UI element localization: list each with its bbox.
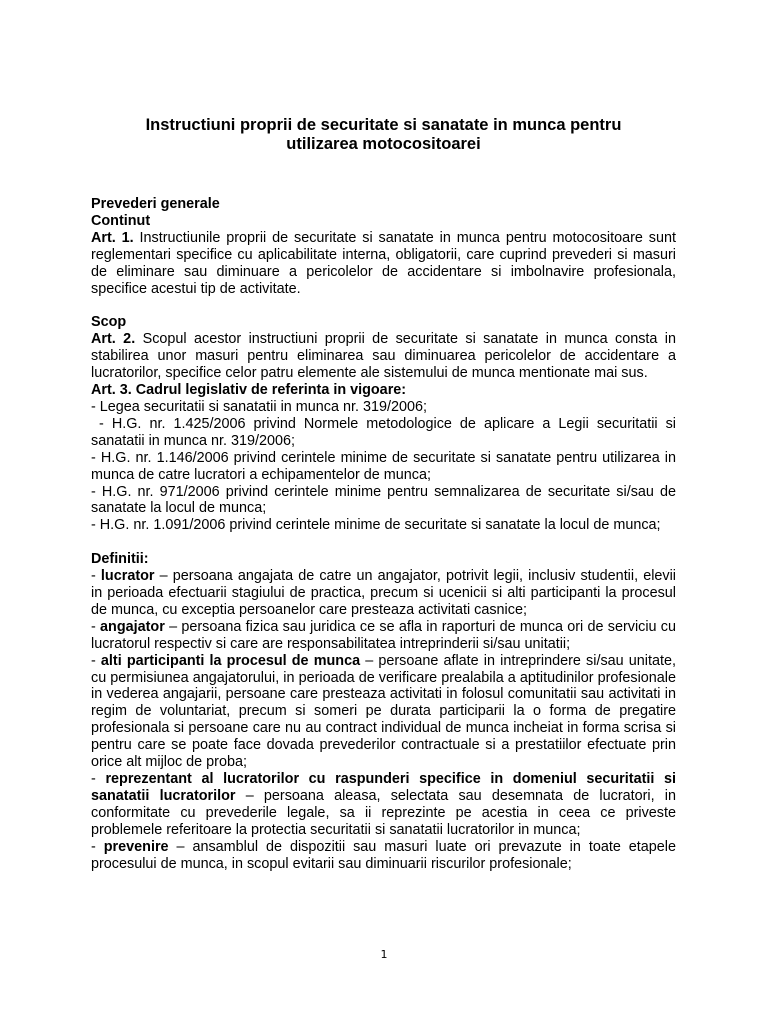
document-title — [91, 116, 676, 154]
definition-prefix: - — [91, 618, 101, 635]
art-2-text: Scopul acestor instructiuni proprii de securitate si sanatate in munca consta in stabilirea unor masuri pentru eliminarea sau diminuarea pericolelor de accidentare a lucratorilor, specifice celor patru elemente ale sistemului de munca mentionate mai sus. — [91, 331, 676, 382]
definition-prefix: - — [91, 838, 104, 855]
heading-definitii: Definitii: — [91, 551, 149, 568]
definition-item — [91, 839, 676, 873]
page-number: 1 — [380, 948, 388, 961]
definition-term: alti participanti la procesul de munca — [100, 652, 361, 669]
heading-continut: Continut — [91, 212, 151, 229]
definition-item — [91, 619, 676, 653]
definition-term: prevenire — [103, 838, 169, 855]
definition-item — [91, 653, 676, 771]
art-1-label: Art. 1. — [91, 229, 134, 246]
definition-text: – persoana fizica sau juridica ce se afla in raporturi de munca ori de serviciu cu lucratorul respectiv si care are responsabilitatea intreprinderii si/sau unitatii; — [91, 618, 676, 652]
art-1-paragraph — [91, 230, 676, 298]
definition-term: angajator — [100, 618, 165, 635]
law-item: - H.G. nr. 1.091/2006 privind cerintele minime de securitate si sanatate la locul de munca; — [91, 517, 661, 534]
heading-prevederi-generale: Prevederi generale — [91, 196, 220, 212]
art-3-heading: Art. 3. Cadrul legislativ de referinta in vigoare: — [91, 382, 407, 399]
title-line-1: Instructiuni proprii de securitate si sanatate in munca pentru — [145, 116, 622, 134]
heading-scop: Scop — [91, 314, 127, 331]
definition-item — [91, 568, 676, 619]
law-item: - Legea securitatii si sanatatii in munca nr. 319/2006; — [91, 398, 427, 415]
definition-term: lucrator — [100, 568, 155, 585]
definition-text: – ansamblul de dispozitii sau masuri luate ori prevazute in toate etapele procesului de munca, in scopul evitarii sau diminuarii riscurilor profesionale; — [91, 838, 676, 872]
art-2-label: Art. 2. — [91, 331, 136, 348]
law-item: - H.G. nr. 1.146/2006 privind cerintele minime de securitate si sanatate pentru utilizarea in munca de catre lucratori a echipamentelor de munca; — [91, 449, 676, 483]
art-1-text: Instructiunile proprii de securitate si sanatate in munca pentru motocositoare sunt reglementari specifice cu aplicabilitate interna, obligatorii, care cuprind prevederi si masuri de eliminare sau diminuare a pericolelor de accidentare si imbolnavire profesionala, specifice acestui tip de activitate. — [91, 229, 676, 297]
law-item: - H.G. nr. 1.425/2006 privind Normele metodologice de aplicare a Legii securitatii si sanatatii in munca nr. 319/2006; — [91, 415, 681, 449]
definition-item — [91, 771, 676, 839]
definition-prefix: - — [91, 568, 101, 585]
law-item: - H.G. nr. 971/2006 privind cerintele minime pentru semnalizarea de securitate si/sau de sanatate la locul de munca; — [91, 483, 676, 517]
definition-prefix: - — [91, 652, 101, 669]
title-line-2: utilizarea motocositoarei — [286, 135, 481, 153]
document-body — [91, 196, 681, 872]
definition-text: – persoane aflate in intreprindere si/sau unitate, cu permisiunea angajatorului, in perioada de verificare prealabila a aptitudinilor profesionale in vederea angajarii, persoane care presteaza activitati in folosul comunitatii sau activitati in regim de voluntariat, precum si someri pe durata participarii la o forma de pregatire profesionala si persoane care nu au contract individual de munca incheiat in forma scrisa si pentru care se poate face dovada prevederilor contractuale si a prestatiilor efectuate prin orice alt mijloc de proba; — [91, 652, 676, 771]
definition-term: reprezentant al lucratorilor cu raspunderi specifice in domeniul securitatii si sanatatii lucratorilor — [91, 771, 676, 804]
definition-prefix: - — [91, 771, 106, 787]
definition-text: – persoana angajata de catre un angajator, potrivit legii, inclusiv studentii, elevii in perioada efectuarii stagiului de practica, precum si ucenicii si alti participanti la procesul de munca, cu exceptia persoanelor care presteaza activitati casnice; — [91, 568, 676, 618]
definition-text: – persoana aleasa, selectata sau desemnata de lucratori, in conformitate cu prevederile legale, sa ii reprezinte pe acestia in ceea ce priveste problemele referitoare la protectia securitatii si sanatatii lucratorilor in munca; — [91, 787, 676, 838]
art-2-paragraph — [91, 331, 676, 382]
